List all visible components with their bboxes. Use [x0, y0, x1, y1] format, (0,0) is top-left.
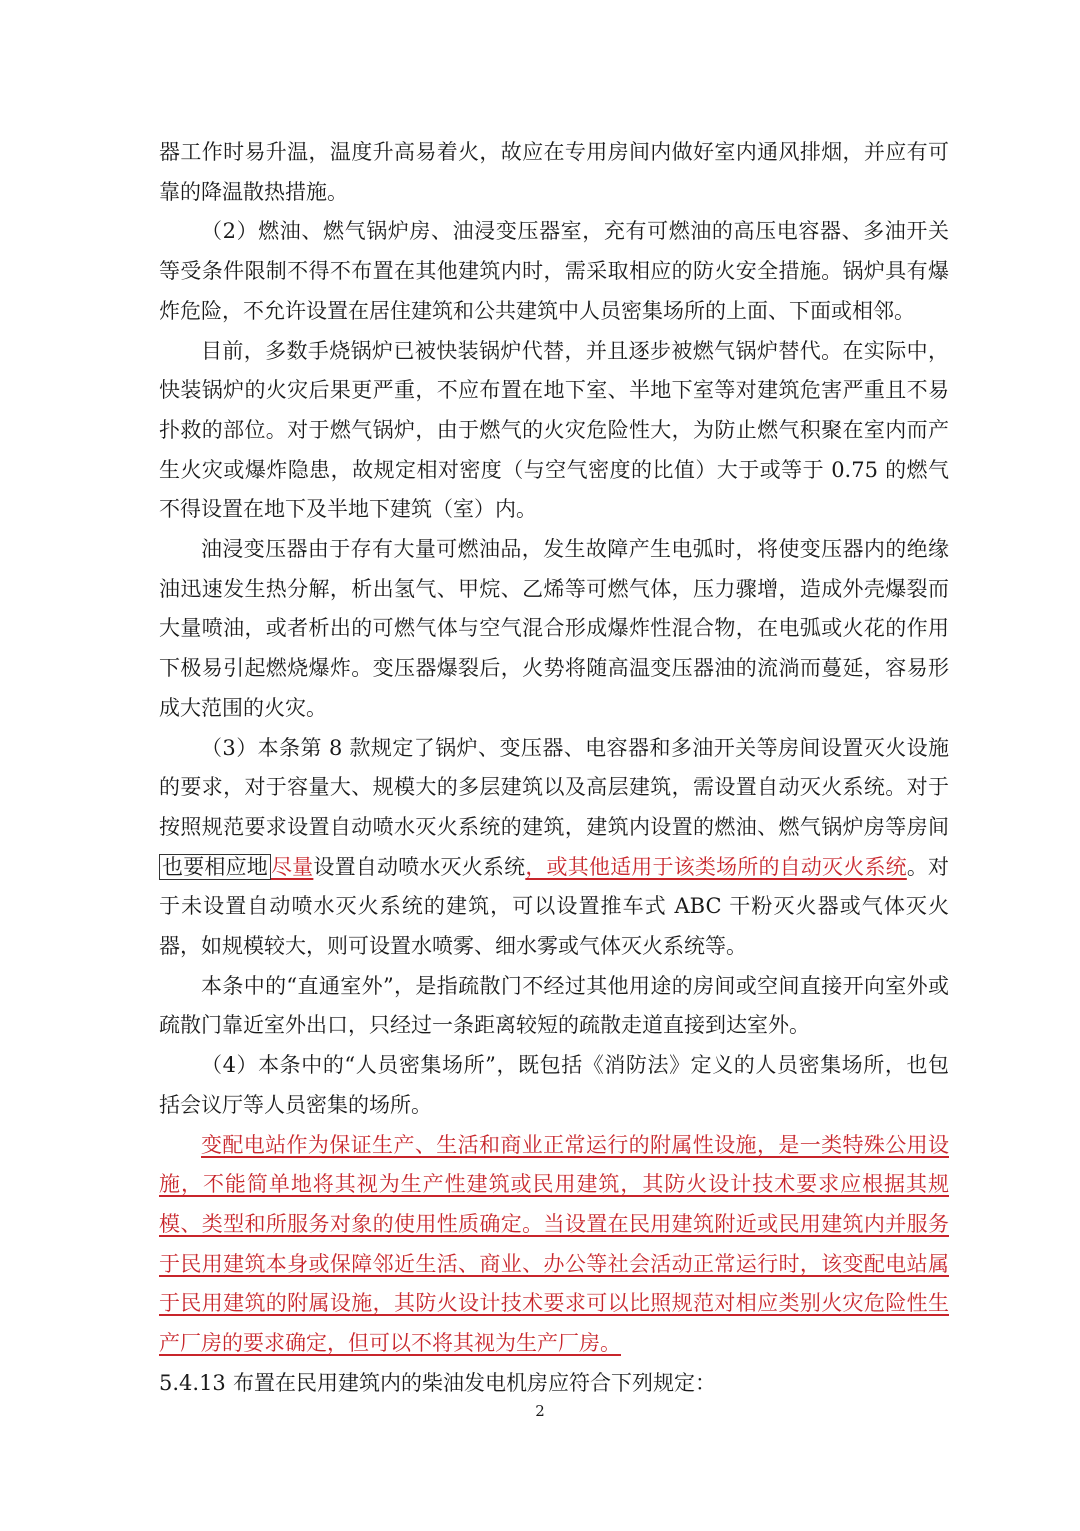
clause-title: 布置在民用建筑内的柴油发电机房应符合下列规定： — [233, 1370, 716, 1395]
page-content — [159, 133, 949, 1404]
paragraph-substation-revision — [159, 1126, 949, 1364]
paragraph-item-4: （4）本条中的“人员密集场所”，既包括《消防法》定义的人员密集场所，也包括会议厅等人员密集的场所。 — [159, 1053, 949, 1117]
paragraph-continuation: 器工作时易升温，温度升高易着火，故应在专用房间内做好室内通风排烟，并应有可靠的降温散热措施。 — [159, 140, 949, 204]
revision-inserted-text: ，或其他适用于该类场所的自动灭火系统 — [525, 854, 907, 879]
revision-inserted-text: 尽量 — [270, 854, 314, 879]
item-3-text-middle: 设置自动喷水灭火系统 — [313, 854, 526, 879]
item-3-text-after: 。对于未设置自动喷水灭火系统的建筑，可以设置推车式 ABC 干粉灭火器或气体灭火器，如规模较大，则可设置水喷雾、细水雾或气体灭火系统等。 — [159, 854, 950, 959]
paragraph-transformer: 油浸变压器由于存有大量可燃油品，发生故障产生电弧时，将使变压器内的绝缘油迅速发生热分解，析出氢气、甲烷、乙烯等可燃气体，压力骤增，造成外壳爆裂而大量喷油，或者析出的可燃气体与空气混合形成爆炸性混合物，在电弧或火花的作用下极易引起燃烧爆炸。变压器爆裂后，火势将随高温变压器油的流淌而蔓延，容易形成大范围的火灾。 — [159, 537, 949, 720]
paragraph-direct-outdoor: 本条中的“直通室外”，是指疏散门不经过其他用途的房间或空间直接开向室外或疏散门靠近室外出口，只经过一条距离较短的疏散走道直接到达室外。 — [159, 973, 949, 1038]
item-3-text-before: （3）本条第 8 款规定了锅炉、变压器、电容器和多油开关等房间设置灭火设施的要求，对于容量大、规模大的多层建筑以及高层建筑，需设置自动灭火系统。对于按照规范要求设置自动喷水灭火系统的建筑，建筑内设置的燃油、燃气锅炉房等房间 — [159, 735, 949, 839]
paragraph-boiler: 目前，多数手烧锅炉已被快装锅炉代替，并且逐步被燃气锅炉替代。在实际中，快装锅炉的火灾后果更严重，不应布置在地下室、半地下室等对建筑危害严重且不易扑救的部位。对于燃气锅炉，由于燃气的火灾危险性大，为防止燃气积聚在室内而产生火灾或爆炸隐患，故规定相对密度（与空气密度的比值）大于或等于 0.75 的燃气不得设置在地下及半地下建筑（室）内。 — [159, 338, 949, 522]
page-number: 2 — [535, 1402, 545, 1420]
clause-number: 5.4.13 — [159, 1370, 226, 1395]
deleted-text-box: 也要相应地 — [159, 854, 271, 880]
paragraph-item-3 — [159, 729, 949, 967]
paragraph-item-2: （2）燃油、燃气锅炉房、油浸变压器室，充有可燃油的高压电容器、多油开关等受条件限制不得不布置在其他建筑内时，需采取相应的防火安全措施。锅炉具有爆炸危险，不允许设置在居住建筑和公共建筑中人员密集场所的上面、下面或相邻。 — [159, 219, 949, 323]
clause-heading — [159, 1364, 949, 1404]
revision-inserted-paragraph: 变配电站作为保证生产、生活和商业正常运行的附属性设施，是一类特殊公用设施，不能简单地将其视为生产性建筑或民用建筑，其防火设计技术要求应根据其规模、类型和所服务对象的使用性质确定。当设置在民用建筑附近或民用建筑内并服务于民用建筑本身或保障邻近生活、商业、办公等社会活动正常运行时，该变配电站属于民用建筑的附属设施，其防火设计技术要求可以比照规范对相应类别火灾危险性生产厂房的要求确定，但可以不将其视为生产厂房。 — [159, 1132, 949, 1356]
